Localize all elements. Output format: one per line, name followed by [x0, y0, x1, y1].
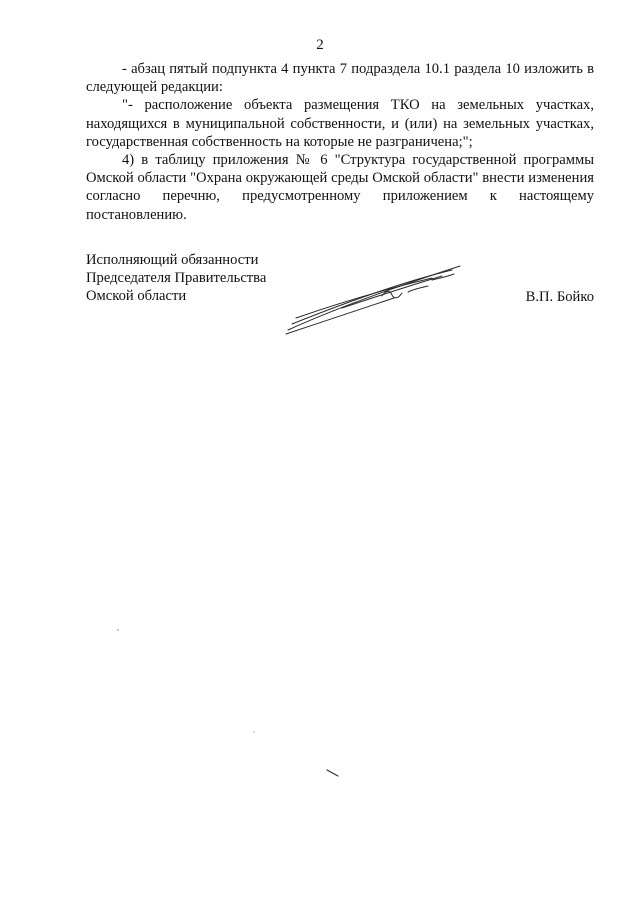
signature-stroke-6 [408, 286, 428, 292]
scan-speck-1 [116, 628, 120, 632]
signer-name: В.П. Бойко [525, 289, 594, 305]
paragraph-2: "- расположение объекта размещения ТКО на земельных участках, находящихся в муниципальной собственности, и (или) на земельных участках, государственная собственность на которые не разграничена;"; [86, 97, 594, 150]
handwritten-signature [282, 258, 472, 338]
signature-stroke-8 [342, 276, 442, 308]
signer-title-line-1: Исполняющий обязанности [86, 252, 259, 268]
paragraph-1: - абзац пятый подпункта 4 пункта 7 подраздела 10.1 раздела 10 изложить в следующей редакции: [86, 61, 594, 96]
signer-title-line-3: Омской области [86, 288, 187, 305]
scan-mark [326, 768, 340, 778]
signature-stroke-5 [382, 291, 402, 297]
signature-stroke-2 [292, 270, 452, 324]
signature-stroke-1 [288, 266, 460, 330]
document-body [86, 60, 594, 224]
scan-speck-2 [252, 730, 256, 734]
page-number: 2 [316, 37, 324, 53]
signature-stroke-7 [432, 274, 454, 280]
signature-stroke-3 [296, 278, 432, 318]
signer-title-line-2: Председателя Правительства [86, 270, 267, 287]
paragraph-3: 4) в таблицу приложения № 6 "Структура государственной программы Омской области "Охрана окружающей среды Омской области" внести изменения согласно перечню, предусмотренному приложением к настоящему постановлению. [86, 152, 594, 223]
